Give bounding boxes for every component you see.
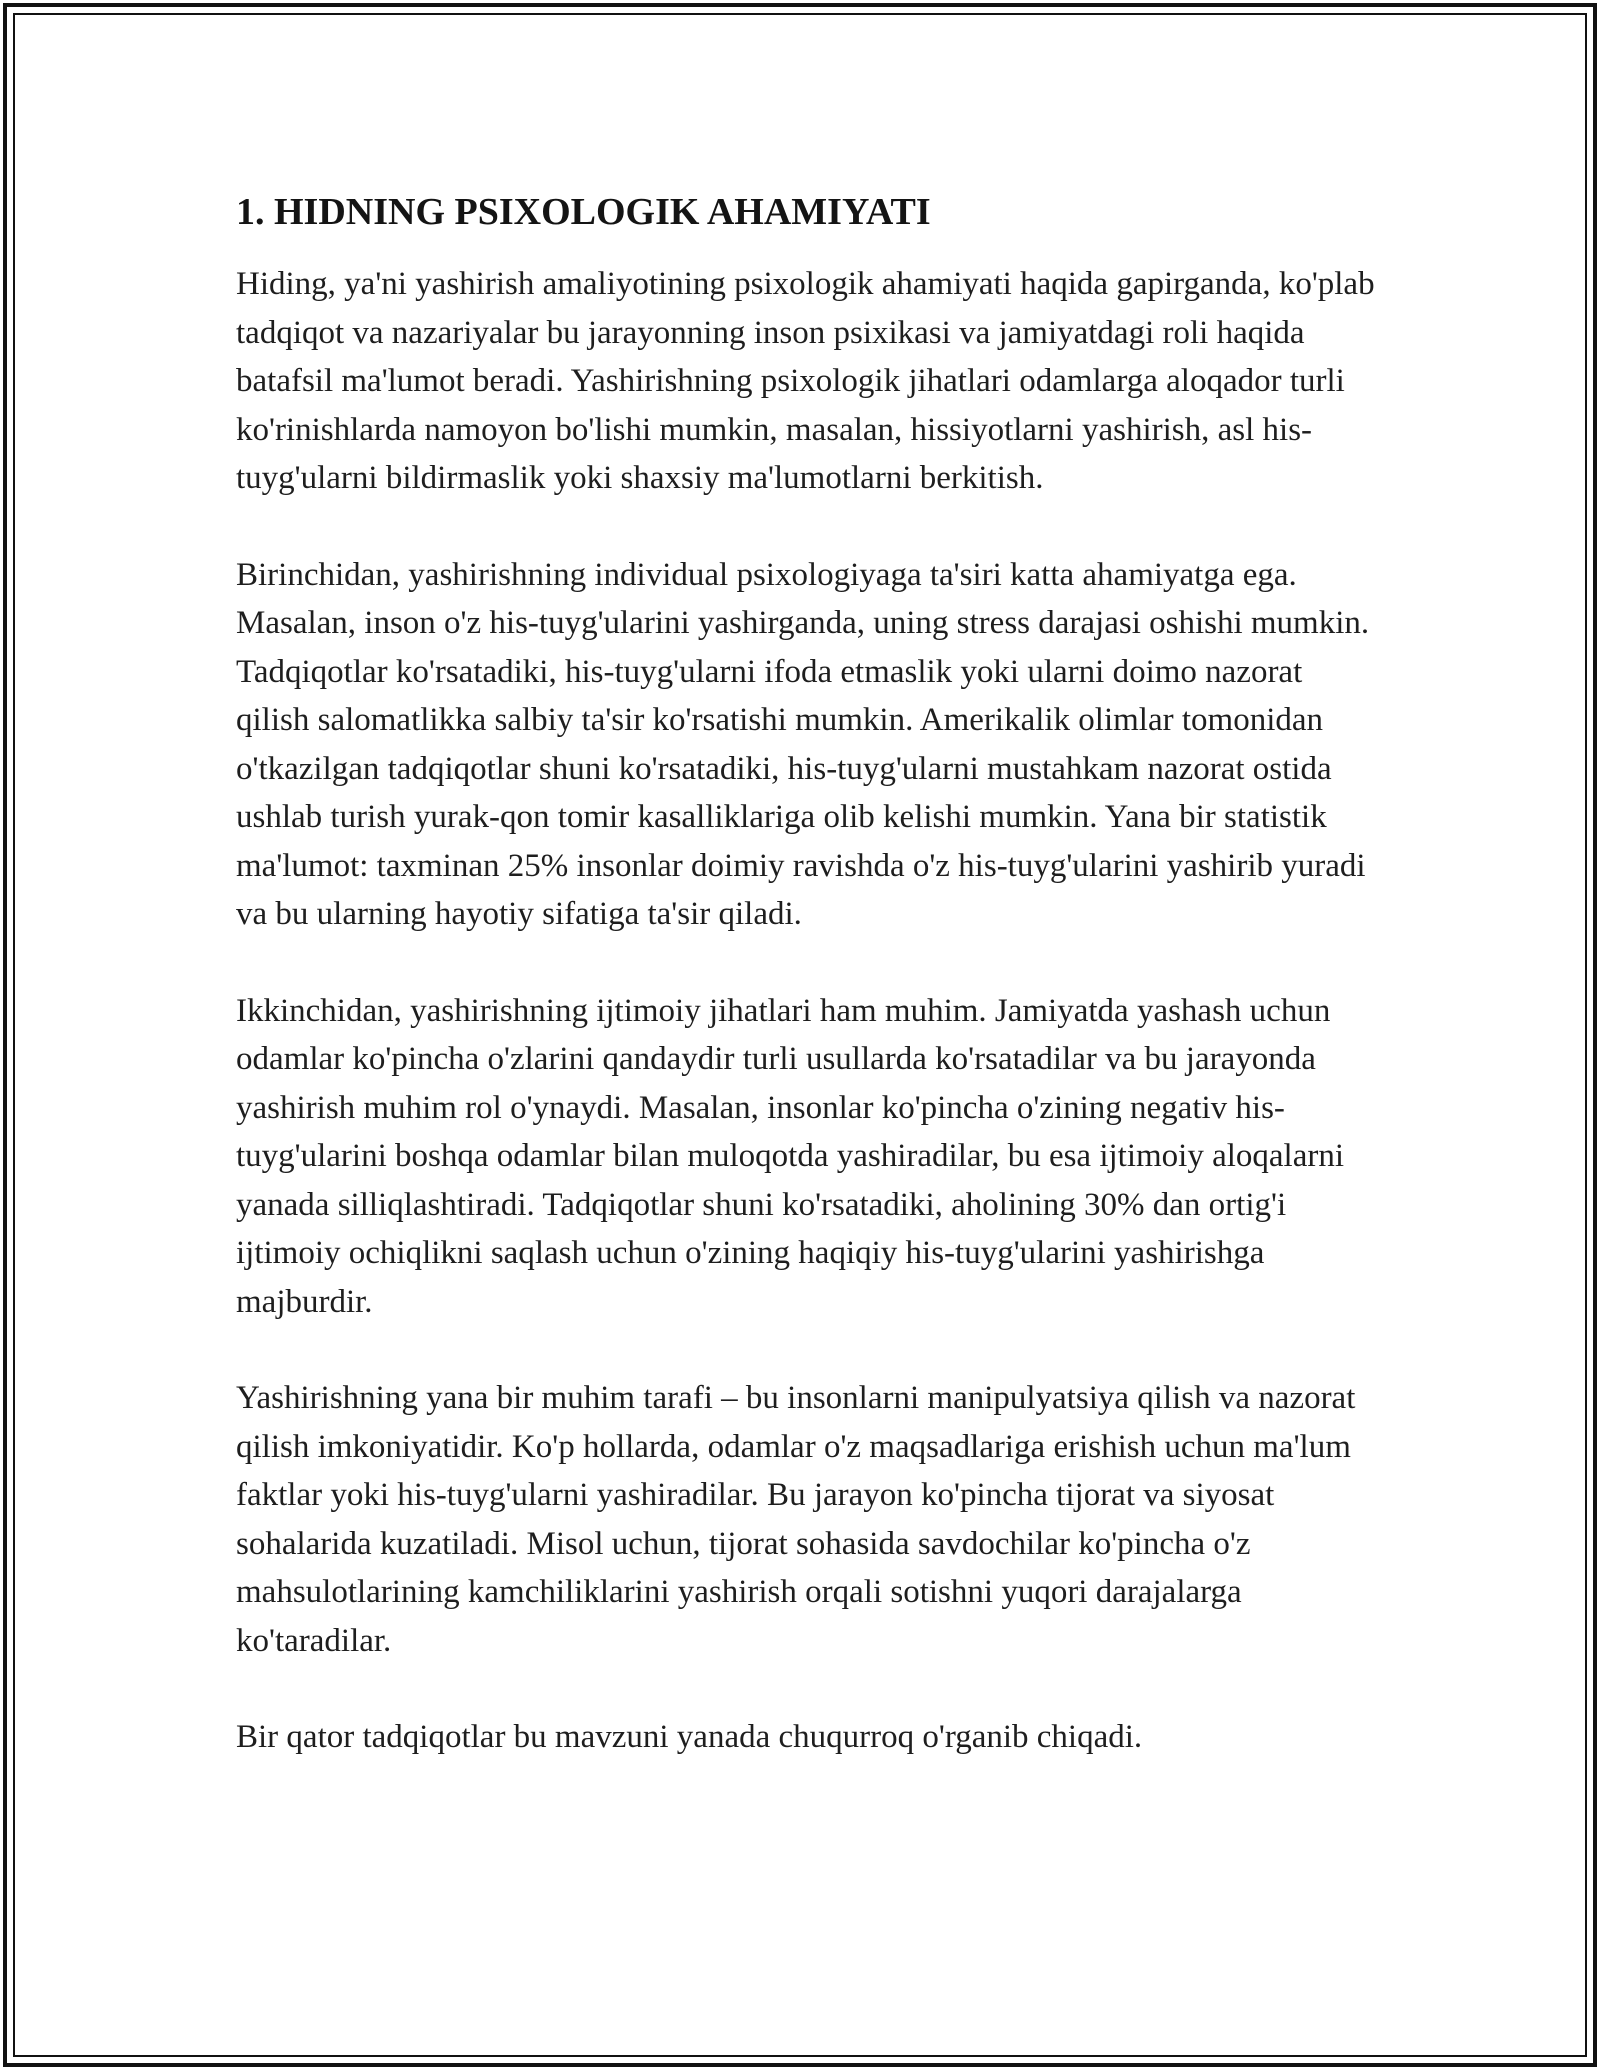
- section-heading: 1. HIDNING PSIXOLOGIK AHAMIYATI: [236, 191, 931, 233]
- document-body: [236, 186, 1376, 1810]
- paragraph-individual-psychology: Birinchidan, yashirishning individual psixologiyaga ta'siri katta ahamiyatga ega. Masalan, inson o'z his-tuyg'ularini yashirganda, uning stress darajasi oshishi mumkin. Tadqiqotlar ko'rsatadiki, his-tuyg'ularni ifoda etmaslik yoki ularni doimo nazorat qilish salomatlikka salbiy ta'sir ko'rsatishi mumkin. Amerikalik olimlar tomonidan o'tkazilgan tadqiqotlar shuni ko'rsatadiki, his-tuyg'ularni mustahkam nazorat ostida ushlab turish yurak-qon tomir kasalliklariga olib kelishi mumkin. Yana bir statistik ma'lumot: taxminan 25% insonlar doimiy ravishda o'z his-tuyg'ularini yashirib yuradi va bu ularning hayotiy sifatiga ta'sir qiladi.: [236, 556, 1370, 932]
- paragraph-intro: Hiding, ya'ni yashirish amaliyotining psixologik ahamiyati haqida gapirganda, ko'plab tadqiqot va nazariyalar bu jarayonning inson psixikasi va jamiyatdagi roli haqida batafsil ma'lumot beradi. Yashirishning psixologik jihatlari odamlarga aloqador turli ko'rinishlarda namoyon bo'lishi mumkin, masalan, hissiyotlarni yashirish, asl his-tuyg'ularni bildirmaslik yoki shaxsiy ma'lumotlarni berkitish.: [236, 266, 1375, 496]
- paragraph-manipulation: Yashirishning yana bir muhim tarafi – bu insonlarni manipulyatsiya qilish va nazorat qilish imkoniyatidir. Ko'p hollarda, odamlar o'z maqsadlariga erishish uchun ma'lum faktlar yoki his-tuyg'ularni yashiradilar. Bu jarayon ko'pincha tijorat va siyosat sohalarida kuzatiladi. Misol uchun, tijorat sohasida savdochilar ko'pincha o'z mahsulotlarining kamchiliklarini yashirish orqali sotishni yuqori darajalarga ko'taradilar.: [236, 1380, 1356, 1659]
- paragraph-closing: Bir qator tadqiqotlar bu mavzuni yanada chuqurroq o'rganib chiqadi.: [236, 1719, 1143, 1755]
- paragraph-social-aspects: Ikkinchidan, yashirishning ijtimoiy jihatlari ham muhim. Jamiyatda yashash uchun odamlar ko'pincha o'zlarini qandaydir turli usullarda ko'rsatadilar va bu jarayonda yashirish muhim rol o'ynaydi. Masalan, insonlar ko'pincha o'zining negativ his-tuyg'ularini boshqa odamlar bilan muloqotda yashiradilar, bu esa ijtimoiy aloqalarni yanada silliqlashtiradi. Tadqiqotlar shuni ko'rsatadiki, aholining 30% dan ortig'i ijtimoiy ochiqlikni saqlash uchun o'zining haqiqiy his-tuyg'ularini yashirishga majburdir.: [236, 992, 1345, 1320]
